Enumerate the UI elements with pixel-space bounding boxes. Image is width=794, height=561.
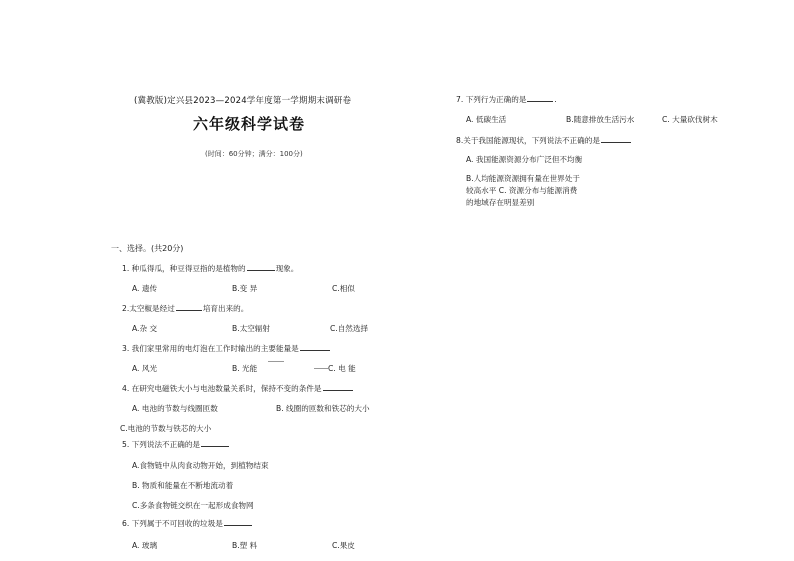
question-3-option-c: C. 电 能 <box>328 364 356 373</box>
question-7-option-b: B.随意排放生活污水 <box>566 115 635 124</box>
question-6-option-a: A. 玻璃 <box>132 541 158 550</box>
question-6-option-c: C.果皮 <box>332 541 355 550</box>
question-8-option-b-line1: B.人均能源资源拥有量在世界处于 <box>466 174 580 183</box>
question-5-stem: 5. 下列说法不正确的是 <box>122 440 201 449</box>
answer-blank <box>323 382 353 391</box>
answer-blank <box>201 438 229 447</box>
question-8-option-b-line2: 较高水平 C. 资源分布与能源消费 <box>466 186 578 195</box>
exam-time-info: (时间：60分钟；满分：100分) <box>205 150 303 158</box>
question-7-option-c: C. 大量砍伐树木 <box>662 115 718 124</box>
question-1-option-c: C.相似 <box>332 284 355 293</box>
question-2 <box>122 302 248 314</box>
question-7-stem-end: . <box>554 95 557 104</box>
question-6-option-b: B.塑 料 <box>232 541 258 550</box>
question-4 <box>122 382 354 394</box>
question-7 <box>456 93 557 105</box>
question-1-option-b: B.变 异 <box>232 284 258 293</box>
question-3-stem: 3. 我们家里常用的电灯泡在工作时输出的主要能量是 <box>122 344 299 353</box>
question-5 <box>122 438 230 450</box>
question-4-stem: 4. 在研究电磁铁大小与电池数量关系时，保持不变的条件是 <box>122 384 322 393</box>
question-2-option-c: C.自然选择 <box>330 324 369 333</box>
question-6-stem: 6. 下列属于不可回收的垃圾是 <box>122 519 223 528</box>
answer-blank <box>527 93 553 102</box>
question-3-option-a: A. 风光 <box>132 364 158 373</box>
answer-blank <box>247 262 275 271</box>
section-heading: 一、选择。(共20分) <box>111 244 184 253</box>
question-1-option-a: A. 遗传 <box>132 284 158 293</box>
question-2-option-a: A.杂 交 <box>132 324 158 333</box>
question-3 <box>122 342 331 354</box>
answer-blank <box>176 302 202 311</box>
question-7-option-a: A. 低碳生活 <box>466 115 507 124</box>
question-6 <box>122 517 253 529</box>
question-4-option-c: C.电池的节数与铁芯的大小 <box>120 424 212 433</box>
question-1-stem: 1. 种瓜得瓜，种豆得豆指的是植物的 <box>122 264 246 273</box>
question-3-option-b: B. 光能 <box>232 364 258 373</box>
question-8 <box>456 134 632 146</box>
question-2-stem-end: 培育出来的。 <box>202 304 249 313</box>
answer-blank <box>224 517 252 526</box>
question-1-stem-end: 现象。 <box>275 264 299 273</box>
answer-blank <box>300 342 330 351</box>
question-2-option-b: B.太空辐射 <box>232 324 270 333</box>
scan-mark <box>314 368 328 369</box>
answer-blank <box>601 134 631 143</box>
question-5-option-b: B. 物质和能量在不断地流动着 <box>132 481 234 490</box>
exam-title: 六年级科学试卷 <box>193 115 306 133</box>
question-2-stem: 2.太空椒是经过 <box>122 304 175 313</box>
question-4-option-a: A. 电池的节数与线圈匝数 <box>132 404 218 413</box>
question-8-option-c-line3: 的地域存在明显差别 <box>466 198 535 207</box>
exam-header: (冀教版)定兴县2023—2024学年度第一学期期末调研卷 <box>134 96 352 106</box>
question-5-option-a: A.食物链中从肉食动物开始，到植物结束 <box>132 461 269 470</box>
question-8-option-a: A. 我国能源资源分布广泛但不均衡 <box>466 155 583 164</box>
question-5-option-c: C.多条食物链交织在一起形成食物网 <box>132 501 254 510</box>
question-8-stem: 8.关于我国能源现状，下列说法不正确的是 <box>456 136 600 145</box>
scan-mark <box>268 361 284 362</box>
question-4-option-b: B. 线圈的匝数和铁芯的大小 <box>276 404 370 413</box>
question-1 <box>122 262 298 274</box>
question-7-stem: 7. 下列行为正确的是 <box>456 95 527 104</box>
